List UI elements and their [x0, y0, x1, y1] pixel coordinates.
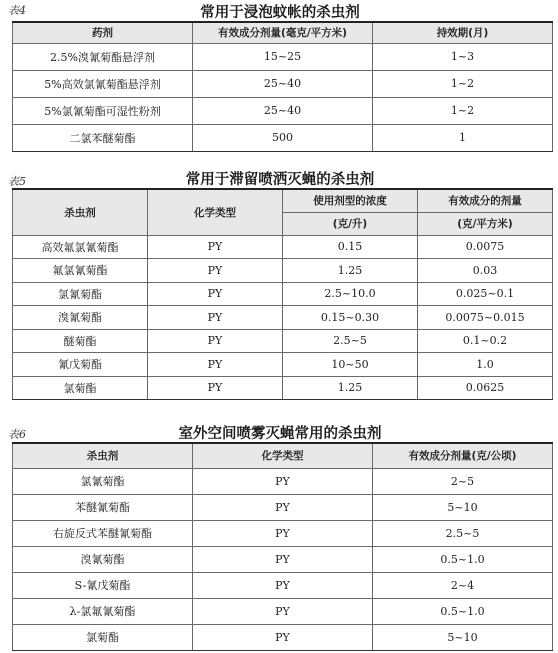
table5-cell: 1.25: [283, 376, 418, 400]
table5-cell: 醚菊酯: [13, 329, 148, 353]
table6-cell: PY: [193, 546, 373, 572]
table4-cell: 1~2: [373, 70, 553, 97]
table5-cell: 高效氟氯氰菊酯: [13, 235, 148, 259]
table-row: [13, 624, 553, 650]
table5-cell: 0.03: [418, 259, 553, 283]
table4-cell: 1: [373, 124, 553, 151]
table5-cell: 氟氯氰菊酯: [13, 259, 148, 283]
table4-cell: 二氯苯醚菊酯: [13, 124, 193, 151]
table5-cell: 氯氰菊酯: [13, 282, 148, 306]
table6-cell: 氯菊酯: [13, 624, 193, 650]
table6-cell: 2~5: [373, 468, 553, 494]
table5-cell: 0.025~0.1: [418, 282, 553, 306]
table6-header-insecticide: 杀虫剂: [13, 443, 193, 468]
table5-cell: 1.0: [418, 353, 553, 377]
table5-cell: PY: [148, 376, 283, 400]
table5-section: [8, 166, 552, 406]
table4-cell: 5%氯氰菊酯可湿性粉剂: [13, 97, 193, 124]
table5: [12, 188, 553, 400]
table4-cell: 1~2: [373, 97, 553, 124]
table6-title: 室外空间喷雾灭蝇常用的杀虫剂: [178, 426, 382, 442]
table5-header-dose-unit: (克/平方米): [418, 212, 553, 235]
table6-cell: 2.5~5: [373, 520, 553, 546]
table4-title: 常用于浸泡蚊帐的杀虫剂: [200, 5, 360, 21]
table4-tag: 表4: [8, 4, 26, 17]
table5-cell: PY: [148, 329, 283, 353]
table4-header-duration: 持效期(月): [373, 22, 553, 43]
table4-cell: 15~25: [193, 43, 373, 70]
table5-cell: 0.1~0.2: [418, 329, 553, 353]
table4: [12, 21, 553, 152]
table5-header-concentration-unit: (克/升): [283, 212, 418, 235]
table6-cell: 氯氰菊酯: [13, 468, 193, 494]
table-row: [13, 520, 553, 546]
table5-header-concentration: 使用剂型的浓度: [283, 189, 418, 212]
table-row: [13, 43, 553, 70]
table6-header-dose: 有效成分剂量(克/公顷): [373, 443, 553, 468]
table-row: [13, 282, 553, 306]
table5-cell: 溴氰菊酯: [13, 306, 148, 330]
table5-header-chem-type: 化学类型: [148, 189, 283, 235]
table-row: [13, 468, 553, 494]
table6-header-chem-type: 化学类型: [193, 443, 373, 468]
table6-cell: 溴氰菊酯: [13, 546, 193, 572]
table5-cell: PY: [148, 353, 283, 377]
table4-cell: 5%高效氯氰菊酯悬浮剂: [13, 70, 193, 97]
table5-header-dose: 有效成分的剂量: [418, 189, 553, 212]
table5-cell: 0.0625: [418, 376, 553, 400]
table-row: [13, 97, 553, 124]
table5-cell: 2.5~5: [283, 329, 418, 353]
table5-header-insecticide: 杀虫剂: [13, 189, 148, 235]
table6: [12, 442, 553, 651]
table-row: [13, 546, 553, 572]
table6-cell: 0.5~1.0: [373, 546, 553, 572]
table4-cell: 2.5%溴氰菊酯悬浮剂: [13, 43, 193, 70]
table6-cell: S-氰戊菊酯: [13, 572, 193, 598]
table-row: [13, 70, 553, 97]
table6-cell: PY: [193, 468, 373, 494]
table4-cell: 1~3: [373, 43, 553, 70]
table6-tag: 表6: [8, 428, 26, 441]
table6-cell: PY: [193, 494, 373, 520]
table5-title: 常用于滞留喷洒灭蝇的杀虫剂: [185, 172, 375, 188]
table6-cell: PY: [193, 572, 373, 598]
table6-cell: PY: [193, 598, 373, 624]
table5-cell: PY: [148, 306, 283, 330]
table-row: [13, 598, 553, 624]
table5-cell: 0.15~0.30: [283, 306, 418, 330]
table6-cell: 5~10: [373, 624, 553, 650]
table5-tag: 表5: [8, 175, 26, 188]
table4-header-dose: 有效成分剂量(毫克/平方米): [193, 22, 373, 43]
table6-cell: PY: [193, 624, 373, 650]
table4-cell: 500: [193, 124, 373, 151]
table-row: [13, 259, 553, 283]
table-row: [13, 306, 553, 330]
table-row: [13, 329, 553, 353]
table5-cell: 1.25: [283, 259, 418, 283]
table-row: [13, 235, 553, 259]
table4-cell: 25~40: [193, 97, 373, 124]
table4-header-drug: 药剂: [13, 22, 193, 43]
table-row: [13, 353, 553, 377]
table5-cell: 氯菊酯: [13, 376, 148, 400]
table5-cell: PY: [148, 235, 283, 259]
table6-cell: 5~10: [373, 494, 553, 520]
table6-cell: 0.5~1.0: [373, 598, 553, 624]
table5-cell: 0.0075: [418, 235, 553, 259]
table-row: [13, 572, 553, 598]
table6-cell: λ-氯氟氰菊酯: [13, 598, 193, 624]
table5-cell: 10~50: [283, 353, 418, 377]
table6-cell: PY: [193, 520, 373, 546]
table5-cell: 0.15: [283, 235, 418, 259]
table6-cell: 2~4: [373, 572, 553, 598]
table-row: [13, 124, 553, 151]
table5-cell: 2.5~10.0: [283, 282, 418, 306]
table-row: [13, 376, 553, 400]
table5-cell: PY: [148, 259, 283, 283]
table5-cell: 0.0075~0.015: [418, 306, 553, 330]
table-row: [13, 494, 553, 520]
table5-cell: PY: [148, 282, 283, 306]
table6-section: [8, 420, 552, 650]
table5-cell: 氰戊菊酯: [13, 353, 148, 377]
table4-section: [8, 0, 552, 152]
table4-cell: 25~40: [193, 70, 373, 97]
table6-cell: 苯醚氰菊酯: [13, 494, 193, 520]
table6-cell: 右旋反式苯醚氰菊酯: [13, 520, 193, 546]
